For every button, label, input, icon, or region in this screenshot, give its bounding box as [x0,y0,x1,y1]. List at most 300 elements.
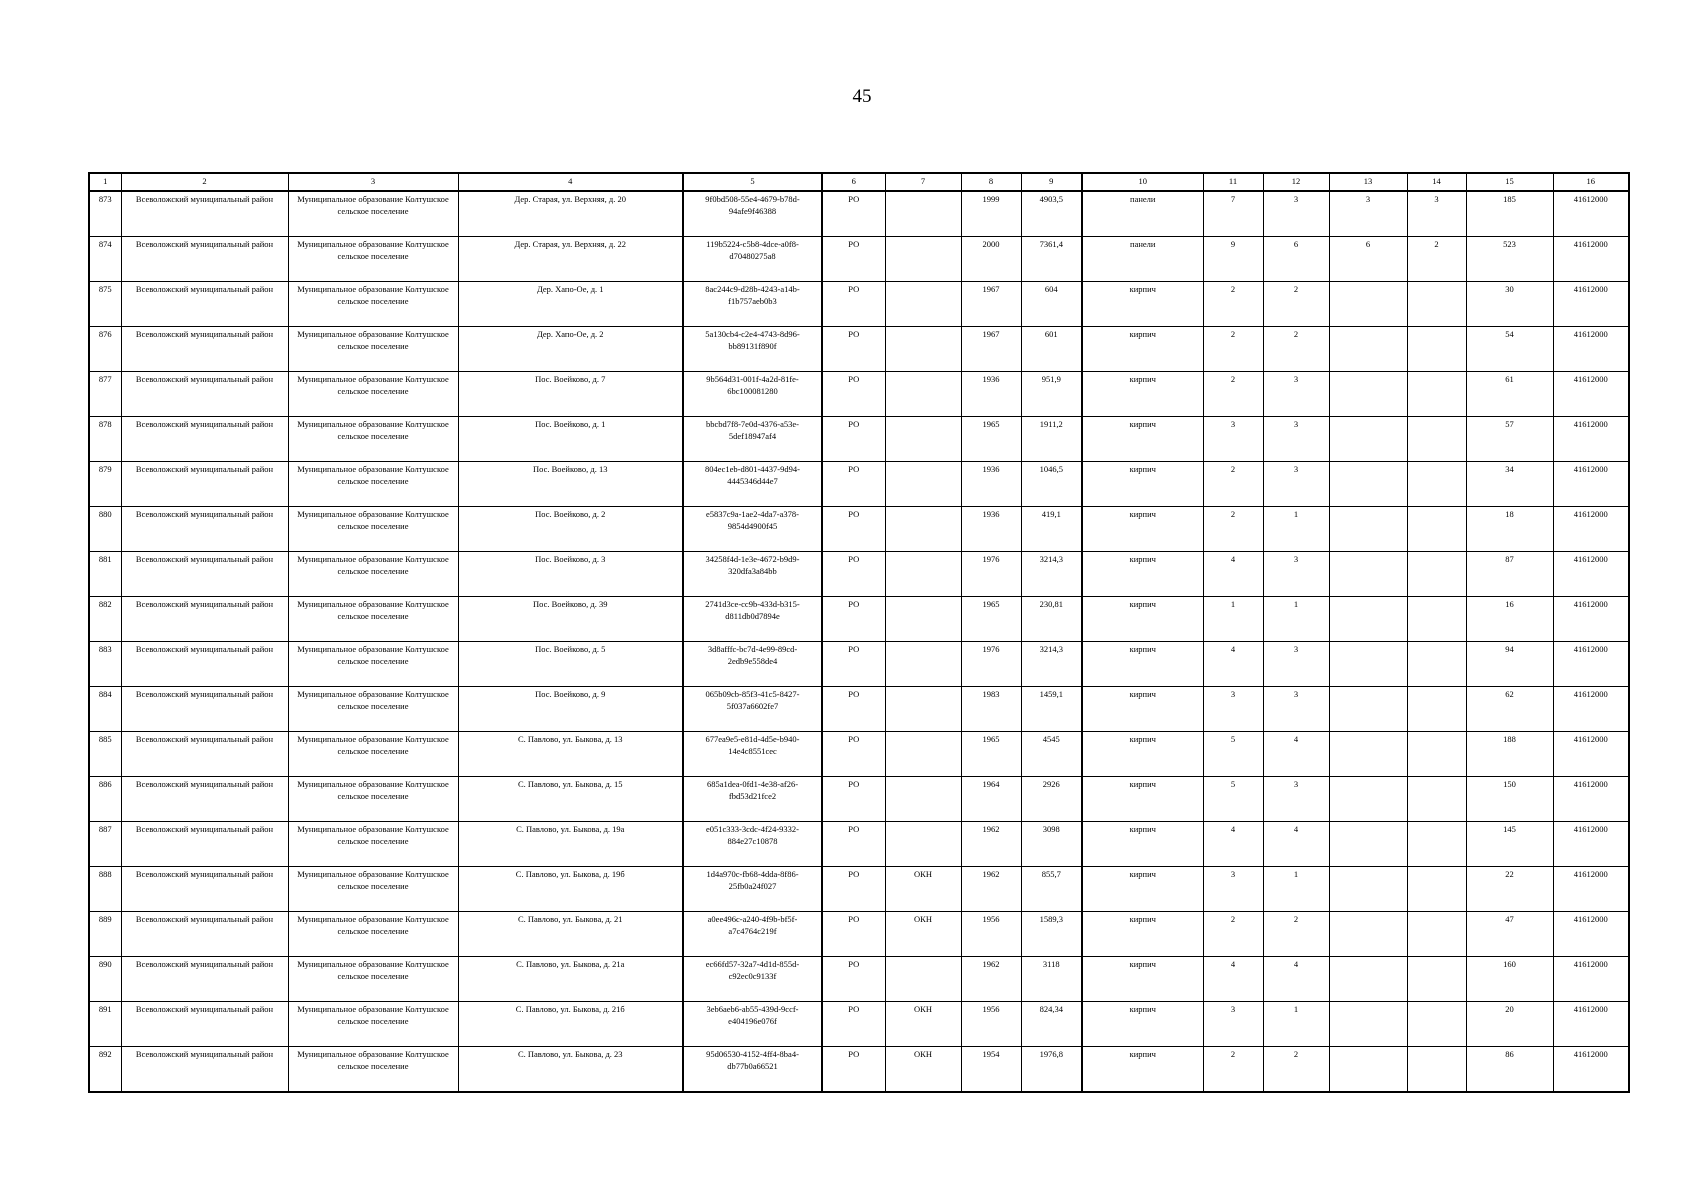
cell-oktmo-code: 41612000 [1553,777,1629,822]
cell-lifts [1329,327,1407,372]
cell-management-method: РО [822,687,885,732]
cell-municipality: Муниципальное образование Колтушское сельское поселение [288,462,458,507]
table-row [89,552,1629,597]
table-row [89,867,1629,912]
cell-management-method: РО [822,912,885,957]
cell-wall-material: панели [1082,237,1203,282]
cell-lifts [1329,552,1407,597]
cell-oktmo-code: 41612000 [1553,327,1629,372]
cell-entrances: 2 [1263,912,1329,957]
cell-row-number: 887 [89,822,121,867]
table-row [89,237,1629,282]
cell-floors: 4 [1203,957,1263,1002]
cell-house-guid: a0ee496c-a240-4f9b-bf5f-a7c4764c219f [683,912,822,957]
cell-residents: 34 [1466,462,1553,507]
cell-entrances: 6 [1263,237,1329,282]
page-number: 45 [852,86,872,107]
cell-entrances: 1 [1263,867,1329,912]
cell-year-built: 2000 [961,237,1021,282]
column-header-6: 6 [822,173,885,191]
cell-district: Всеволожский муниципальный район [121,507,288,552]
cell-row-number: 874 [89,237,121,282]
table-row [89,191,1629,237]
cell-total-area: 230,81 [1021,597,1082,642]
cell-year-built: 1956 [961,1002,1021,1047]
cell-lifts [1329,687,1407,732]
cell-residents: 30 [1466,282,1553,327]
cell-address: Дер. Хапо-Ое, д. 1 [458,282,683,327]
cell-district: Всеволожский муниципальный район [121,822,288,867]
cell-oktmo-code: 41612000 [1553,822,1629,867]
cell-lifts [1329,507,1407,552]
cell-wall-material: кирпич [1082,822,1203,867]
cell-year-built: 1967 [961,282,1021,327]
cell-heritage-status [885,417,961,462]
cell-management-method: РО [822,462,885,507]
cell-heritage-status: ОКН [885,1002,961,1047]
table-row [89,1002,1629,1047]
cell-address: С. Павлово, ул. Быкова, д. 19а [458,822,683,867]
cell-lift-entrances [1407,552,1466,597]
cell-municipality: Муниципальное образование Колтушское сельское поселение [288,912,458,957]
cell-floors: 4 [1203,642,1263,687]
table-body [89,191,1629,1092]
cell-wall-material: кирпич [1082,507,1203,552]
cell-residents: 16 [1466,597,1553,642]
cell-municipality: Муниципальное образование Колтушское сельское поселение [288,327,458,372]
cell-row-number: 886 [89,777,121,822]
cell-total-area: 1976,8 [1021,1047,1082,1093]
cell-floors: 5 [1203,777,1263,822]
cell-municipality: Муниципальное образование Колтушское сельское поселение [288,1002,458,1047]
cell-year-built: 1936 [961,462,1021,507]
cell-row-number: 875 [89,282,121,327]
cell-residents: 20 [1466,1002,1553,1047]
cell-district: Всеволожский муниципальный район [121,372,288,417]
cell-municipality: Муниципальное образование Колтушское сельское поселение [288,282,458,327]
cell-district: Всеволожский муниципальный район [121,417,288,462]
cell-floors: 5 [1203,732,1263,777]
cell-oktmo-code: 41612000 [1553,552,1629,597]
table-row [89,417,1629,462]
cell-house-guid: 3eb6aeb6-ab55-439d-9ccf-e404196e076f [683,1002,822,1047]
cell-heritage-status [885,462,961,507]
cell-year-built: 1965 [961,417,1021,462]
cell-management-method: РО [822,282,885,327]
cell-residents: 145 [1466,822,1553,867]
cell-district: Всеволожский муниципальный район [121,1002,288,1047]
cell-wall-material: кирпич [1082,687,1203,732]
cell-lift-entrances [1407,1047,1466,1093]
cell-lift-entrances [1407,687,1466,732]
cell-floors: 2 [1203,507,1263,552]
cell-heritage-status: ОКН [885,912,961,957]
cell-lift-entrances: 2 [1407,237,1466,282]
cell-wall-material: панели [1082,191,1203,237]
cell-lifts [1329,597,1407,642]
cell-address: Пос. Воейково, д. 9 [458,687,683,732]
cell-heritage-status [885,507,961,552]
cell-district: Всеволожский муниципальный район [121,732,288,777]
cell-year-built: 1976 [961,552,1021,597]
column-header-10: 10 [1082,173,1203,191]
cell-address: Пос. Воейково, д. 39 [458,597,683,642]
cell-lifts: 3 [1329,191,1407,237]
cell-municipality: Муниципальное образование Колтушское сельское поселение [288,1047,458,1093]
cell-address: Дер. Старая, ул. Верхняя, д. 20 [458,191,683,237]
cell-house-guid: 95d06530-4152-4ff4-8ba4-db77b0a66521 [683,1047,822,1093]
cell-municipality: Муниципальное образование Колтушское сельское поселение [288,957,458,1002]
cell-entrances: 2 [1263,282,1329,327]
column-header-9: 9 [1021,173,1082,191]
cell-year-built: 1936 [961,507,1021,552]
cell-heritage-status [885,597,961,642]
cell-oktmo-code: 41612000 [1553,642,1629,687]
cell-year-built: 1954 [961,1047,1021,1093]
cell-total-area: 1046,5 [1021,462,1082,507]
cell-management-method: РО [822,822,885,867]
cell-house-guid: e051c333-3cdc-4f24-9332-884e27c10878 [683,822,822,867]
cell-oktmo-code: 41612000 [1553,1002,1629,1047]
cell-address: Дер. Хапо-Ое, д. 2 [458,327,683,372]
cell-floors: 2 [1203,462,1263,507]
cell-wall-material: кирпич [1082,867,1203,912]
cell-row-number: 881 [89,552,121,597]
cell-municipality: Муниципальное образование Колтушское сельское поселение [288,687,458,732]
cell-address: С. Павлово, ул. Быкова, д. 23 [458,1047,683,1093]
cell-row-number: 892 [89,1047,121,1093]
cell-management-method: РО [822,191,885,237]
cell-house-guid: 8ac244c9-d28b-4243-a14b-f1b757aeb0b3 [683,282,822,327]
cell-heritage-status [885,777,961,822]
cell-address: Пос. Воейково, д. 13 [458,462,683,507]
cell-lift-entrances [1407,1002,1466,1047]
cell-house-guid: 2741d3ce-cc9b-433d-b315-d811db0d7894e [683,597,822,642]
cell-lifts [1329,462,1407,507]
cell-residents: 188 [1466,732,1553,777]
cell-municipality: Муниципальное образование Колтушское сельское поселение [288,732,458,777]
cell-house-guid: 1d4a970c-fb68-4dda-8f86-25fb0a24f027 [683,867,822,912]
cell-residents: 62 [1466,687,1553,732]
cell-district: Всеволожский муниципальный район [121,687,288,732]
cell-row-number: 891 [89,1002,121,1047]
cell-year-built: 1964 [961,777,1021,822]
cell-total-area: 3214,3 [1021,552,1082,597]
cell-entrances: 3 [1263,372,1329,417]
cell-address: С. Павлово, ул. Быкова, д. 13 [458,732,683,777]
cell-municipality: Муниципальное образование Колтушское сельское поселение [288,867,458,912]
cell-residents: 94 [1466,642,1553,687]
cell-row-number: 889 [89,912,121,957]
cell-house-guid: 685a1dea-0fd1-4e38-af26-fbd53d21fce2 [683,777,822,822]
cell-floors: 3 [1203,417,1263,462]
cell-entrances: 2 [1263,327,1329,372]
column-header-1: 1 [89,173,121,191]
cell-total-area: 824,34 [1021,1002,1082,1047]
cell-wall-material: кирпич [1082,552,1203,597]
cell-total-area: 3098 [1021,822,1082,867]
cell-oktmo-code: 41612000 [1553,417,1629,462]
cell-management-method: РО [822,1002,885,1047]
cell-oktmo-code: 41612000 [1553,912,1629,957]
cell-district: Всеволожский муниципальный район [121,327,288,372]
cell-lifts [1329,867,1407,912]
cell-lift-entrances [1407,282,1466,327]
cell-entrances: 3 [1263,777,1329,822]
cell-lift-entrances [1407,597,1466,642]
cell-house-guid: bbcbd7f8-7e0d-4376-a53e-5def18947af4 [683,417,822,462]
cell-residents: 160 [1466,957,1553,1002]
cell-district: Всеволожский муниципальный район [121,462,288,507]
table-row [89,957,1629,1002]
cell-heritage-status [885,732,961,777]
cell-total-area: 4545 [1021,732,1082,777]
cell-oktmo-code: 41612000 [1553,372,1629,417]
column-header-4: 4 [458,173,683,191]
cell-district: Всеволожский муниципальный район [121,867,288,912]
cell-lift-entrances [1407,642,1466,687]
cell-year-built: 1962 [961,822,1021,867]
cell-management-method: РО [822,867,885,912]
cell-municipality: Муниципальное образование Колтушское сельское поселение [288,372,458,417]
column-header-5: 5 [683,173,822,191]
cell-address: С. Павлово, ул. Быкова, д. 15 [458,777,683,822]
cell-lift-entrances [1407,732,1466,777]
cell-row-number: 880 [89,507,121,552]
cell-entrances: 1 [1263,1002,1329,1047]
column-header-3: 3 [288,173,458,191]
cell-row-number: 873 [89,191,121,237]
cell-entrances: 3 [1263,642,1329,687]
cell-row-number: 888 [89,867,121,912]
cell-oktmo-code: 41612000 [1553,237,1629,282]
cell-total-area: 1459,1 [1021,687,1082,732]
cell-oktmo-code: 41612000 [1553,732,1629,777]
cell-residents: 57 [1466,417,1553,462]
cell-entrances: 2 [1263,1047,1329,1093]
cell-entrances: 3 [1263,191,1329,237]
cell-lifts [1329,822,1407,867]
cell-year-built: 1962 [961,867,1021,912]
cell-total-area: 7361,4 [1021,237,1082,282]
cell-address: Пос. Воейково, д. 1 [458,417,683,462]
table-row [89,912,1629,957]
cell-management-method: РО [822,777,885,822]
cell-management-method: РО [822,417,885,462]
cell-heritage-status [885,957,961,1002]
cell-district: Всеволожский муниципальный район [121,191,288,237]
cell-row-number: 878 [89,417,121,462]
cell-district: Всеволожский муниципальный район [121,957,288,1002]
cell-residents: 523 [1466,237,1553,282]
cell-total-area: 2926 [1021,777,1082,822]
cell-district: Всеволожский муниципальный район [121,642,288,687]
cell-management-method: РО [822,597,885,642]
cell-municipality: Муниципальное образование Колтушское сельское поселение [288,237,458,282]
cell-year-built: 1965 [961,732,1021,777]
cell-residents: 185 [1466,191,1553,237]
cell-lift-entrances: 3 [1407,191,1466,237]
cell-management-method: РО [822,1047,885,1093]
cell-lifts [1329,732,1407,777]
cell-total-area: 855,7 [1021,867,1082,912]
cell-floors: 3 [1203,687,1263,732]
cell-lift-entrances [1407,417,1466,462]
table-header-row [89,173,1629,191]
cell-lifts: 6 [1329,237,1407,282]
cell-total-area: 3118 [1021,957,1082,1002]
cell-oktmo-code: 41612000 [1553,282,1629,327]
cell-year-built: 1936 [961,372,1021,417]
cell-heritage-status [885,687,961,732]
column-header-16: 16 [1553,173,1629,191]
cell-total-area: 4903,5 [1021,191,1082,237]
cell-year-built: 1967 [961,327,1021,372]
table-row [89,732,1629,777]
cell-heritage-status [885,822,961,867]
cell-address: Дер. Старая, ул. Верхняя, д. 22 [458,237,683,282]
cell-residents: 87 [1466,552,1553,597]
cell-total-area: 1911,2 [1021,417,1082,462]
cell-lift-entrances [1407,372,1466,417]
cell-row-number: 884 [89,687,121,732]
cell-management-method: РО [822,957,885,1002]
table-row [89,327,1629,372]
cell-lift-entrances [1407,867,1466,912]
cell-house-guid: e5837c9a-1ae2-4da7-a378-9854d4900f45 [683,507,822,552]
cell-municipality: Муниципальное образование Колтушское сельское поселение [288,552,458,597]
registry-table [88,172,1630,1093]
table-row [89,282,1629,327]
cell-heritage-status: ОКН [885,1047,961,1093]
cell-residents: 22 [1466,867,1553,912]
cell-floors: 7 [1203,191,1263,237]
table-row [89,822,1629,867]
cell-entrances: 3 [1263,462,1329,507]
cell-address: С. Павлово, ул. Быкова, д. 21 [458,912,683,957]
cell-floors: 3 [1203,867,1263,912]
cell-wall-material: кирпич [1082,1047,1203,1093]
cell-wall-material: кирпич [1082,1002,1203,1047]
cell-lifts [1329,957,1407,1002]
column-header-14: 14 [1407,173,1466,191]
cell-oktmo-code: 41612000 [1553,462,1629,507]
cell-year-built: 1999 [961,191,1021,237]
cell-management-method: РО [822,642,885,687]
cell-row-number: 883 [89,642,121,687]
table-row [89,462,1629,507]
cell-district: Всеволожский муниципальный район [121,237,288,282]
cell-municipality: Муниципальное образование Колтушское сельское поселение [288,191,458,237]
cell-floors: 2 [1203,282,1263,327]
cell-wall-material: кирпич [1082,372,1203,417]
cell-residents: 47 [1466,912,1553,957]
cell-house-guid: 34258f4d-1e3e-4672-b9d9-320dfa3a84bb [683,552,822,597]
cell-year-built: 1956 [961,912,1021,957]
cell-wall-material: кирпич [1082,327,1203,372]
column-header-12: 12 [1263,173,1329,191]
cell-floors: 2 [1203,327,1263,372]
column-header-2: 2 [121,173,288,191]
cell-address: Пос. Воейково, д. 5 [458,642,683,687]
cell-house-guid: 677ea9e5-e81d-4d5e-b940-14e4c8551cec [683,732,822,777]
cell-house-guid: 9b564d31-001f-4a2d-81fe-6bc100081280 [683,372,822,417]
cell-row-number: 882 [89,597,121,642]
cell-address: Пос. Воейково, д. 7 [458,372,683,417]
cell-total-area: 419,1 [1021,507,1082,552]
cell-heritage-status [885,191,961,237]
cell-lifts [1329,282,1407,327]
table-row [89,597,1629,642]
cell-lift-entrances [1407,462,1466,507]
cell-floors: 4 [1203,822,1263,867]
cell-wall-material: кирпич [1082,957,1203,1002]
column-header-15: 15 [1466,173,1553,191]
cell-house-guid: 5a130cb4-c2e4-4743-8d96-bb89131f890f [683,327,822,372]
cell-address: С. Павлово, ул. Быкова, д. 21а [458,957,683,1002]
cell-lift-entrances [1407,507,1466,552]
cell-lifts [1329,912,1407,957]
cell-oktmo-code: 41612000 [1553,191,1629,237]
cell-row-number: 876 [89,327,121,372]
cell-heritage-status [885,372,961,417]
cell-wall-material: кирпич [1082,912,1203,957]
cell-house-guid: 3d8afffc-bc7d-4e99-89cd-2edb9e558de4 [683,642,822,687]
cell-address: С. Павлово, ул. Быкова, д. 21б [458,1002,683,1047]
cell-heritage-status [885,282,961,327]
cell-entrances: 1 [1263,507,1329,552]
cell-lift-entrances [1407,822,1466,867]
cell-year-built: 1962 [961,957,1021,1002]
table-row [89,687,1629,732]
cell-lift-entrances [1407,777,1466,822]
cell-year-built: 1983 [961,687,1021,732]
cell-address: С. Павлово, ул. Быкова, д. 19б [458,867,683,912]
cell-house-guid: 065b09cb-85f3-41c5-8427-5f037a6602fe7 [683,687,822,732]
cell-management-method: РО [822,327,885,372]
cell-heritage-status [885,642,961,687]
cell-lift-entrances [1407,912,1466,957]
table-row [89,777,1629,822]
cell-entrances: 3 [1263,687,1329,732]
cell-total-area: 1589,3 [1021,912,1082,957]
cell-floors: 2 [1203,372,1263,417]
cell-lifts [1329,417,1407,462]
cell-entrances: 3 [1263,552,1329,597]
cell-management-method: РО [822,732,885,777]
cell-district: Всеволожский муниципальный район [121,1047,288,1093]
cell-lifts [1329,1047,1407,1093]
cell-year-built: 1976 [961,642,1021,687]
column-header-7: 7 [885,173,961,191]
column-header-13: 13 [1329,173,1407,191]
cell-entrances: 3 [1263,417,1329,462]
cell-floors: 3 [1203,1002,1263,1047]
cell-heritage-status [885,327,961,372]
cell-house-guid: ec66fd57-32a7-4d1d-855d-c92ec0c9133f [683,957,822,1002]
cell-management-method: РО [822,552,885,597]
cell-floors: 1 [1203,597,1263,642]
cell-total-area: 601 [1021,327,1082,372]
cell-row-number: 877 [89,372,121,417]
cell-management-method: РО [822,237,885,282]
cell-total-area: 3214,3 [1021,642,1082,687]
column-header-8: 8 [961,173,1021,191]
cell-entrances: 4 [1263,732,1329,777]
cell-wall-material: кирпич [1082,282,1203,327]
cell-floors: 2 [1203,1047,1263,1093]
cell-municipality: Муниципальное образование Колтушское сельское поселение [288,642,458,687]
